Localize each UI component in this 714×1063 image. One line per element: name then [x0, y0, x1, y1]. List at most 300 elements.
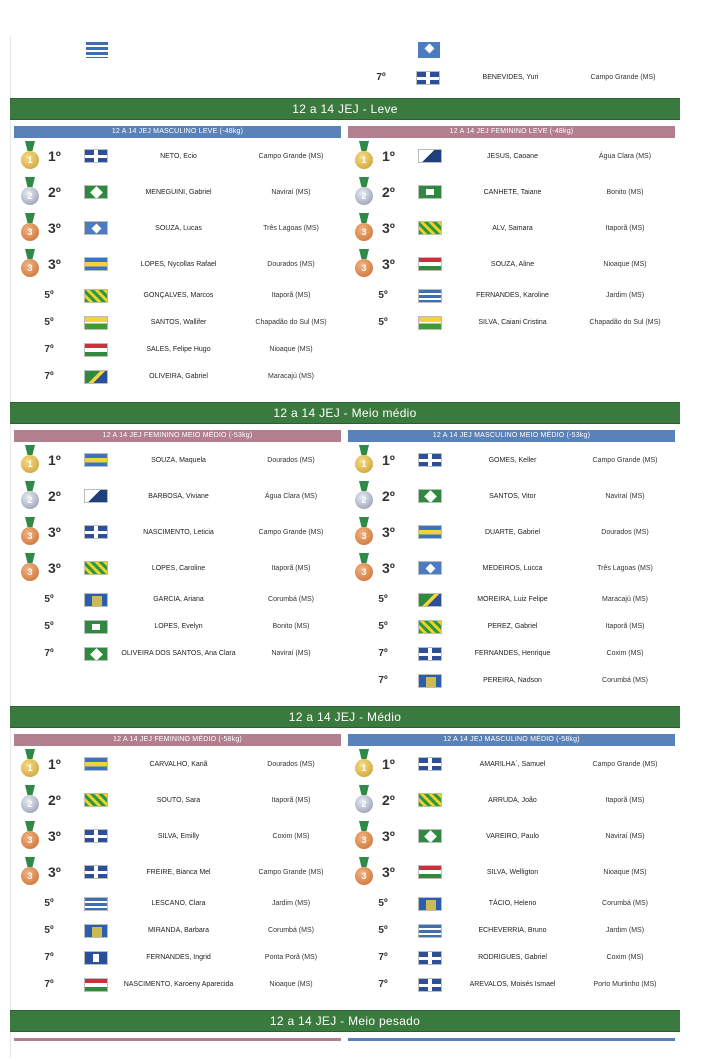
placement-label: 2º [48, 792, 61, 808]
athlete-city: Itaporã (MS) [271, 564, 311, 572]
medal [348, 138, 382, 174]
athlete-name: CANHETE, Taiane [483, 188, 542, 196]
medal-ribbon [25, 857, 35, 867]
athlete-city: Jardim (MS) [271, 900, 311, 907]
medal-icon [355, 517, 373, 547]
placement-label: 7º [378, 979, 388, 990]
section-title: 12 a 14 JEJ - Meio pesado [10, 1010, 680, 1032]
result-row [348, 746, 675, 782]
medal-ribbon [25, 553, 35, 563]
section-title: 12 a 14 JEJ - Médio [10, 706, 680, 728]
athlete-city: Nioaque (MS) [269, 346, 313, 353]
municipality-flag-icon [418, 257, 442, 271]
municipality-flag-icon [418, 620, 442, 634]
athlete-city: Chapadão do Sul (MS) [255, 319, 327, 326]
athlete-name: VAREIRO, Paulo [486, 832, 539, 840]
placement-label: 2º [382, 792, 395, 808]
athlete-name: NASCIMENTO, Leticia [143, 528, 214, 536]
placement-label: 1º [48, 452, 61, 468]
medal-ribbon [25, 213, 35, 223]
athlete-city: Maracajú (MS) [268, 373, 314, 380]
medal-disc: 3 [21, 563, 39, 581]
athlete-city: Água Clara (MS) [264, 492, 318, 500]
municipality-flag-icon [84, 343, 108, 357]
placement-label: 7º [378, 648, 388, 659]
result-row [14, 890, 341, 917]
placement-label: 5º [44, 898, 54, 909]
athlete-name: OLIVEIRA DOS SANTOS, Ana Clara [121, 650, 236, 657]
placement-label: 5º [44, 290, 54, 301]
medal-ribbon [359, 249, 369, 259]
municipality-flag-icon [84, 370, 108, 384]
medal-icon [355, 821, 373, 851]
medal [348, 854, 382, 890]
medal [14, 746, 48, 782]
placement-label: 3º [48, 220, 61, 236]
medal-ribbon [359, 749, 369, 759]
medal [14, 478, 48, 514]
medal-icon [355, 857, 373, 887]
medal [348, 746, 382, 782]
athlete-name: SOUZA, Lucas [155, 224, 202, 232]
section-title: 12 a 14 JEJ - Meio médio [10, 402, 680, 424]
placement-label: 3º [382, 560, 395, 576]
placement-label: 3º [48, 524, 61, 540]
athlete-city: Nioaque (MS) [603, 260, 647, 268]
athlete-name: FERNANDES, Karoline [476, 292, 549, 299]
result-row [14, 586, 341, 613]
municipality-flag-icon [418, 525, 442, 539]
medal-ribbon [359, 785, 369, 795]
medal-ribbon [359, 821, 369, 831]
category-header-strip [14, 1038, 341, 1041]
athlete-name: FERNANDES, Ingrid [146, 954, 211, 961]
athlete-city: Água Clara (MS) [598, 152, 652, 160]
athlete-name: SOUZA, Aline [490, 260, 535, 268]
athlete-name: GOMES, Keller [488, 456, 537, 464]
result-row [14, 613, 341, 640]
category-header-strip [348, 1038, 675, 1041]
placement-label: 7º [44, 952, 54, 963]
result-row [14, 746, 341, 782]
placement-label: 3º [48, 560, 61, 576]
athlete-name: MOREIRA, Luiz Felipe [477, 596, 548, 603]
medal [348, 514, 382, 550]
medal-disc: 3 [21, 259, 39, 277]
medal-disc: 1 [355, 455, 373, 473]
result-row [348, 550, 675, 586]
medal-disc: 3 [355, 259, 373, 277]
athlete-name: LOPES, Nycollas Rafael [140, 260, 217, 268]
placement-label: 5º [44, 317, 54, 328]
medal [14, 174, 48, 210]
medal-ribbon [359, 857, 369, 867]
result-row [348, 514, 675, 550]
result-row [348, 246, 675, 282]
result-row [14, 514, 341, 550]
medal-icon [21, 785, 39, 815]
municipality-flag-icon [84, 185, 108, 199]
athlete-name: BENEVIDES, Yuri [482, 74, 539, 81]
result-row [348, 282, 675, 309]
result-row [14, 478, 341, 514]
placement-label: 3º [382, 256, 395, 272]
municipality-flag-icon [84, 620, 108, 634]
category-header: 12 A 14 JEJ FEMININO MEIO MÉDIO (-53kg) [14, 430, 341, 442]
municipality-flag-icon [84, 951, 108, 965]
athlete-city: Bonito (MS) [606, 188, 644, 196]
category-column [348, 734, 675, 998]
medal [14, 442, 48, 478]
result-row [348, 309, 675, 336]
medal-icon [355, 213, 373, 243]
athlete-name: NETO, Ecio [160, 152, 197, 160]
athlete-city: Chapadão do Sul (MS) [589, 319, 661, 326]
municipality-flag-icon [84, 149, 108, 163]
athlete-name: CARVALHO, Kanã [149, 760, 208, 768]
athlete-name: SOUTO, Sara [156, 796, 201, 804]
medal-icon [21, 213, 39, 243]
athlete-name: MENEGUINI, Gabriel [145, 188, 212, 196]
athlete-name: MEDEIROS, Lucca [482, 564, 543, 572]
medal-ribbon [25, 249, 35, 259]
medal-icon [355, 481, 373, 511]
medal-ribbon [25, 785, 35, 795]
athlete-name: PEREIRA, Nadson [483, 677, 542, 684]
athlete-name: ALV, Samara [492, 224, 533, 232]
municipality-flag-icon [418, 757, 442, 771]
athlete-city: Campo Grande (MS) [258, 528, 324, 536]
placement-label: 5º [378, 290, 388, 301]
medal-disc: 2 [21, 187, 39, 205]
result-row [348, 442, 675, 478]
placement-label: 1º [48, 756, 61, 772]
result-row [348, 613, 675, 640]
athlete-city: Dourados (MS) [267, 760, 315, 768]
athlete-city: Naviraí (MS) [605, 492, 645, 500]
athlete-name: SALES, Felipe Hugo [146, 346, 211, 353]
medal-ribbon [359, 517, 369, 527]
medal-icon [21, 445, 39, 475]
municipality-flag-icon [84, 593, 108, 607]
result-row [14, 818, 341, 854]
result-row [14, 971, 341, 998]
athlete-name: LOPES, Evelyn [154, 623, 203, 630]
result-row [348, 971, 675, 998]
result-row [348, 854, 675, 890]
placement-label: 7º [378, 952, 388, 963]
athlete-city: Itaporã (MS) [605, 796, 645, 804]
medal-icon [21, 553, 39, 583]
result-row [348, 818, 675, 854]
municipality-flag-icon [84, 924, 108, 938]
athlete-city: Itaporã (MS) [271, 292, 311, 299]
result-row [14, 309, 341, 336]
medal-disc: 1 [355, 151, 373, 169]
athlete-name: GARCIA, Ariana [153, 596, 204, 603]
athlete-name: PEREZ, Gabriel [487, 623, 538, 630]
placement-label: 3º [382, 828, 395, 844]
medal-icon [21, 857, 39, 887]
athlete-city: Porto Murtinho (MS) [593, 981, 657, 988]
athlete-city: Ponta Porã (MS) [264, 954, 318, 961]
result-row [14, 336, 341, 363]
placement-label: 3º [48, 864, 61, 880]
athlete-city: Jardim (MS) [605, 927, 645, 934]
result-row [348, 640, 675, 667]
medal-icon [355, 249, 373, 279]
athlete-city: Nioaque (MS) [603, 868, 647, 876]
medal-disc: 3 [21, 223, 39, 241]
municipality-flag-icon [84, 865, 108, 879]
medal-icon [355, 445, 373, 475]
placement-label: 3º [48, 828, 61, 844]
athlete-city: Naviraí (MS) [271, 188, 311, 196]
municipality-flag-icon [418, 978, 442, 992]
medal [348, 782, 382, 818]
municipality-flag-icon [84, 289, 108, 303]
athlete-name: GONÇALVES, Marcos [143, 292, 214, 299]
medal-icon [21, 517, 39, 547]
athlete-city: Corumbá (MS) [268, 596, 314, 603]
athlete-name: AREVALOS, Moisés Ismael [469, 981, 556, 988]
municipality-flag-icon [84, 757, 108, 771]
athlete-city: Dourados (MS) [267, 456, 315, 464]
medal [348, 174, 382, 210]
municipality-flag-icon [418, 593, 442, 607]
athlete-name: MIRANDA, Barbara [147, 927, 210, 934]
medal-disc: 3 [21, 831, 39, 849]
placement-label: 7º [376, 72, 386, 83]
medal [14, 138, 48, 174]
medal-ribbon [25, 749, 35, 759]
placement-label: 1º [382, 452, 395, 468]
municipality-flag-icon [84, 221, 108, 235]
municipality-flag-icon [84, 647, 108, 661]
placement-label: 3º [382, 864, 395, 880]
athlete-city: Campo Grande (MS) [258, 152, 324, 160]
result-row [348, 890, 675, 917]
athlete-name: SILVA, Caiani Cristina [478, 319, 547, 326]
athlete-city: Corumbá (MS) [602, 677, 648, 684]
athlete-name: RODRIGUES, Gabriel [478, 954, 547, 961]
athlete-city: Naviraí (MS) [271, 650, 311, 657]
medal-ribbon [25, 481, 35, 491]
placement-label: 3º [48, 256, 61, 272]
placement-label: 2º [382, 184, 395, 200]
municipality-flag-icon [84, 978, 108, 992]
category-header: 12 A 14 JEJ MASCULINO MEIO MÉDIO (-53kg) [348, 430, 675, 442]
medal-ribbon [359, 481, 369, 491]
result-row [348, 667, 675, 694]
placement-label: 2º [382, 488, 395, 504]
medal-disc: 3 [355, 563, 373, 581]
athlete-city: Itaporã (MS) [605, 623, 645, 630]
municipality-flag-icon [418, 489, 442, 503]
placement-label: 3º [382, 524, 395, 540]
category-column [348, 430, 675, 694]
municipality-flag-icon [418, 289, 442, 303]
result-row [348, 586, 675, 613]
athlete-name: TÁCIO, Heleno [488, 900, 537, 907]
athlete-city: Campo Grande (MS) [592, 456, 658, 464]
medal [348, 442, 382, 478]
athlete-city: Dourados (MS) [267, 260, 315, 268]
result-row [14, 363, 341, 390]
placement-label: 1º [382, 756, 395, 772]
medal-disc: 2 [355, 491, 373, 509]
athlete-city: Campo Grande (MS) [258, 868, 324, 876]
municipality-flag-icon [418, 829, 442, 843]
athlete-city: Campo Grande (MS) [592, 760, 658, 768]
athlete-name: FERNANDES, Henrique [474, 650, 551, 657]
municipality-flag-icon [84, 793, 108, 807]
result-row [348, 174, 675, 210]
medal-disc: 2 [21, 795, 39, 813]
athlete-name: ARRUDA, João [488, 796, 537, 804]
municipality-flag-icon [418, 316, 442, 330]
placement-label: 5º [378, 925, 388, 936]
medal-ribbon [25, 821, 35, 831]
municipality-flag-icon [416, 71, 440, 85]
result-row [14, 782, 341, 818]
athlete-name: LOPES, Caroline [151, 564, 206, 572]
result-row [14, 442, 341, 478]
medal-icon [21, 177, 39, 207]
result-row [14, 138, 341, 174]
municipality-flag-icon [84, 489, 108, 503]
athlete-name: BARBOSA, Viviane [148, 492, 209, 500]
athlete-city: Naviraí (MS) [605, 832, 645, 840]
category-header: 12 A 14 JEJ FEMININO LEVE (-48kg) [348, 126, 675, 138]
medal [348, 210, 382, 246]
result-row [348, 138, 675, 174]
athlete-city: Itaporã (MS) [271, 796, 311, 804]
medal-ribbon [359, 445, 369, 455]
result-row [14, 917, 341, 944]
athlete-name: SOUZA, Maquela [151, 456, 206, 464]
athlete-name: AMARILHA´, Samuel [479, 760, 546, 768]
municipality-flag-icon [418, 793, 442, 807]
athlete-city: Dourados (MS) [601, 528, 649, 536]
medal [14, 514, 48, 550]
municipality-flag-icon [418, 185, 442, 199]
athlete-city: Bonito (MS) [272, 623, 310, 630]
athlete-city: Itaporã (MS) [605, 224, 645, 232]
medal [348, 550, 382, 586]
municipality-flag-icon [418, 42, 440, 58]
placement-label: 7º [44, 371, 54, 382]
athlete-city: Corumbá (MS) [268, 927, 314, 934]
result-row [348, 944, 675, 971]
medal [14, 210, 48, 246]
placement-label: 5º [378, 594, 388, 605]
medal-disc: 2 [21, 491, 39, 509]
placement-label: 5º [44, 925, 54, 936]
placement-label: 5º [378, 317, 388, 328]
municipality-flag-icon [84, 897, 108, 911]
medal-icon [21, 749, 39, 779]
municipality-flag-icon [418, 453, 442, 467]
placement-label: 5º [378, 898, 388, 909]
placement-label: 3º [382, 220, 395, 236]
medal-disc: 2 [355, 187, 373, 205]
medal [348, 246, 382, 282]
municipality-flag-icon [84, 257, 108, 271]
medal [14, 246, 48, 282]
medal-ribbon [359, 213, 369, 223]
placement-label: 7º [44, 648, 54, 659]
placement-label: 5º [44, 621, 54, 632]
medal [348, 818, 382, 854]
municipality-flag-icon [84, 316, 108, 330]
medal-ribbon [25, 141, 35, 151]
medal-icon [355, 785, 373, 815]
section-title: 12 a 14 JEJ - Leve [10, 98, 680, 120]
category-column [14, 734, 341, 998]
category-column [14, 126, 341, 390]
medal-disc: 3 [355, 527, 373, 545]
result-row [348, 917, 675, 944]
athlete-city: Maracajú (MS) [602, 596, 648, 603]
medal-ribbon [359, 141, 369, 151]
athlete-name: ECHEVERRIA, Bruno [478, 927, 547, 934]
medal-disc: 3 [355, 831, 373, 849]
medal-icon [21, 481, 39, 511]
category-column [348, 126, 675, 336]
category-header: 12 A 14 JEJ MASCULINO LEVE (-48kg) [14, 126, 341, 138]
municipality-flag-icon [418, 149, 442, 163]
medal-icon [355, 749, 373, 779]
athlete-name: LESCANO, Clara [151, 900, 206, 907]
medal-disc: 2 [355, 795, 373, 813]
result-row [14, 246, 341, 282]
athlete-city: Jardim (MS) [605, 292, 645, 299]
medal-disc: 1 [21, 759, 39, 777]
athlete-city: Campo Grande (MS) [590, 74, 656, 81]
athlete-name: NASCIMENTO, Karoeny Aparecida [123, 981, 234, 988]
athlete-name: FREIRE, Bianca Mel [146, 868, 211, 876]
athlete-name: DUARTE, Gabriel [484, 528, 541, 536]
result-row [14, 174, 341, 210]
athlete-city: Coxim (MS) [606, 650, 644, 657]
placement-label: 7º [44, 979, 54, 990]
athlete-name: SILVA, Emilly [157, 832, 200, 840]
result-row [348, 782, 675, 818]
athlete-city: Corumbá (MS) [602, 900, 648, 907]
result-row [346, 64, 673, 91]
medal-ribbon [25, 177, 35, 187]
medal-icon [21, 141, 39, 171]
athlete-city: Nioaque (MS) [269, 981, 313, 988]
medal-ribbon [25, 445, 35, 455]
athlete-name: SILVA, Welligton [486, 868, 539, 876]
municipality-flag-icon [84, 829, 108, 843]
athlete-city: Coxim (MS) [272, 832, 310, 840]
medal-icon [355, 553, 373, 583]
medal-icon [21, 249, 39, 279]
placement-label: 2º [48, 488, 61, 504]
result-row [14, 282, 341, 309]
category-header: 12 A 14 JEJ MASCULINO MÉDIO (-58kg) [348, 734, 675, 746]
result-row [348, 210, 675, 246]
municipality-flag-icon [86, 42, 108, 58]
medal-disc: 3 [355, 867, 373, 885]
medal-icon [355, 177, 373, 207]
municipality-flag-icon [84, 561, 108, 575]
municipality-flag-icon [84, 525, 108, 539]
municipality-flag-icon [418, 951, 442, 965]
